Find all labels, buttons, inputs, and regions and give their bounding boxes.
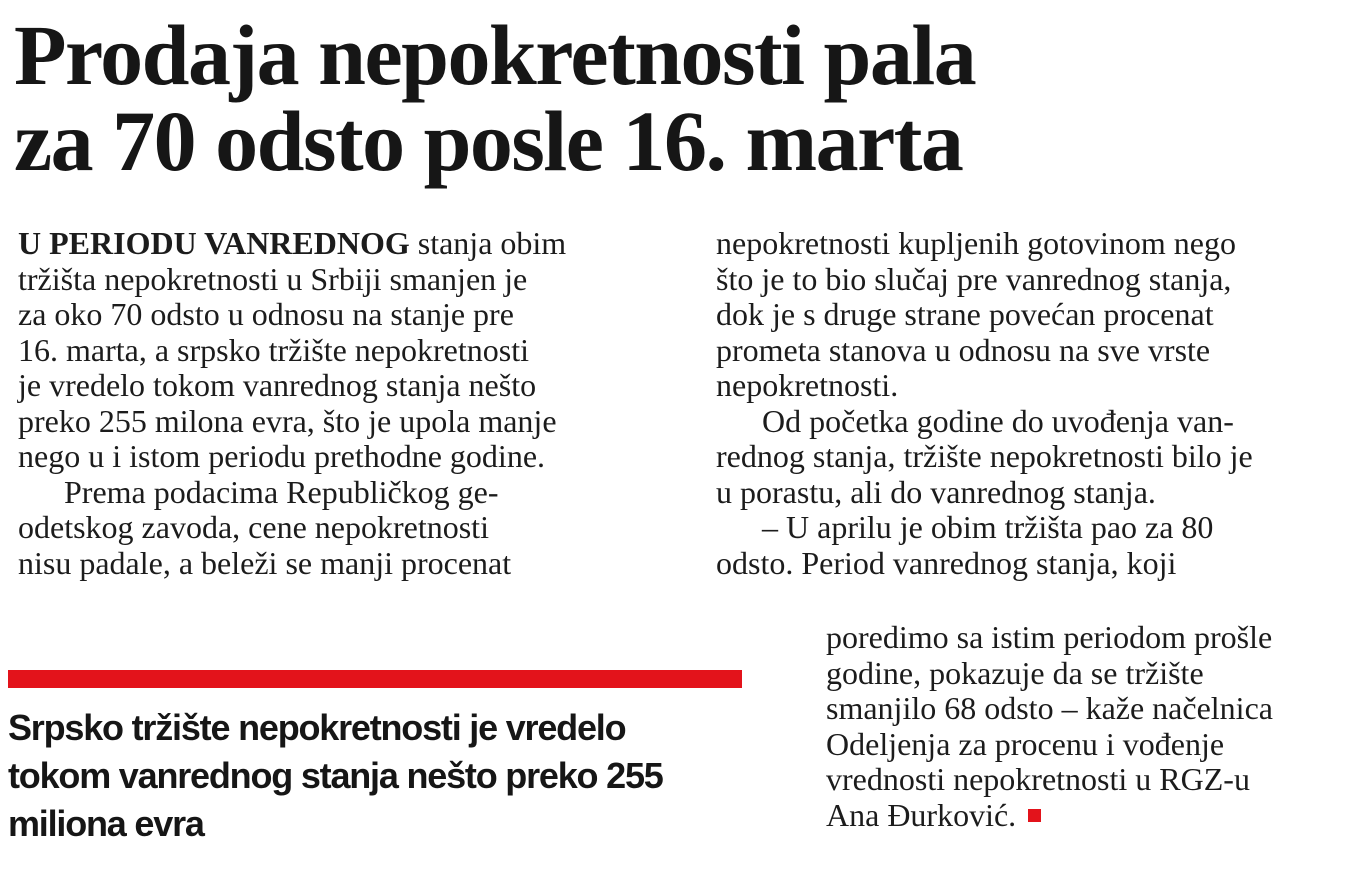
pull-quote-line-3: miliona evra [8,803,204,844]
body-line: nepokretnosti kupljenih gotovinom nego [716,225,1236,261]
body-line: je vredelo tokom vanrednog stanja nešto [18,367,537,403]
pull-quote-line-2: tokom vanrednog stanja nešto preko 255 [8,755,663,796]
body-line: Odeljenja za procenu i vođenje [826,725,1225,762]
headline-line-2: za 70 odsto posle 16. marta [14,93,963,189]
body-line: tržišta nepokretnosti u Srbiji smanjen je [18,260,528,297]
body-line: odsto. Period vanrednog stanja, koji [716,544,1177,581]
body-line: nego u i istom periodu prethodne godine. [18,438,546,474]
headline [14,7,1344,189]
pull-quote [8,704,753,848]
body-line: za oko 70 odsto u odnosu na stanje pre [18,296,514,332]
body-line: Ana Đurković. [826,798,1273,834]
body-line: – U aprilu je obim tržišta pao za 80 [762,509,1214,545]
body-line: nisu padale, a beleži se manji procenat [18,544,512,581]
body-line: Prema podacima Republičkog ge- [64,473,499,510]
body-line: godine, pokazuje da se tržište [826,654,1204,691]
headline-line-1: Prodaja nepokretnosti pala [14,7,976,103]
body-line: rednog stanja, tržište nepokretnosti bilo je [716,438,1253,474]
body-line: 16. marta, a srpsko tržište nepokretnosti [18,331,529,368]
body-line: vrednosti nepokretnosti u RGZ-u [826,761,1250,797]
body-line: odetskog zavoda, cene nepokretnosti [18,509,489,545]
body-line: Od početka godine do uvođenja van- [762,402,1234,439]
body-line: poredimo sa istim periodom prošle [826,619,1273,655]
end-of-article-marker [1028,809,1041,822]
body-line: dok je s druge strane povećan procenat [716,296,1214,332]
right-column-continued [826,620,1273,833]
body-line: preko 255 milona evra, što je upola manje [18,402,557,439]
left-column [18,226,566,581]
body-line: U PERIODU VANREDNOG stanja obim [18,225,567,261]
pull-quote-rule [8,670,742,688]
pull-quote-line-1: Srpsko tržište nepokretnosti je vredelo [8,707,626,748]
body-line: nepokretnosti. [716,367,899,403]
body-line: što je to bio slučaj pre vanrednog stanja, [716,260,1232,297]
lead-in: U PERIODU VANREDNOG [18,225,410,261]
body-line: smanjilo 68 odsto – kaže načelnica [826,690,1273,726]
body-line: u porastu, ali do vanrednog stanja. [716,473,1156,510]
body-line: prometa stanova u odnosu na sve vrste [716,331,1211,368]
right-column [716,226,1253,581]
